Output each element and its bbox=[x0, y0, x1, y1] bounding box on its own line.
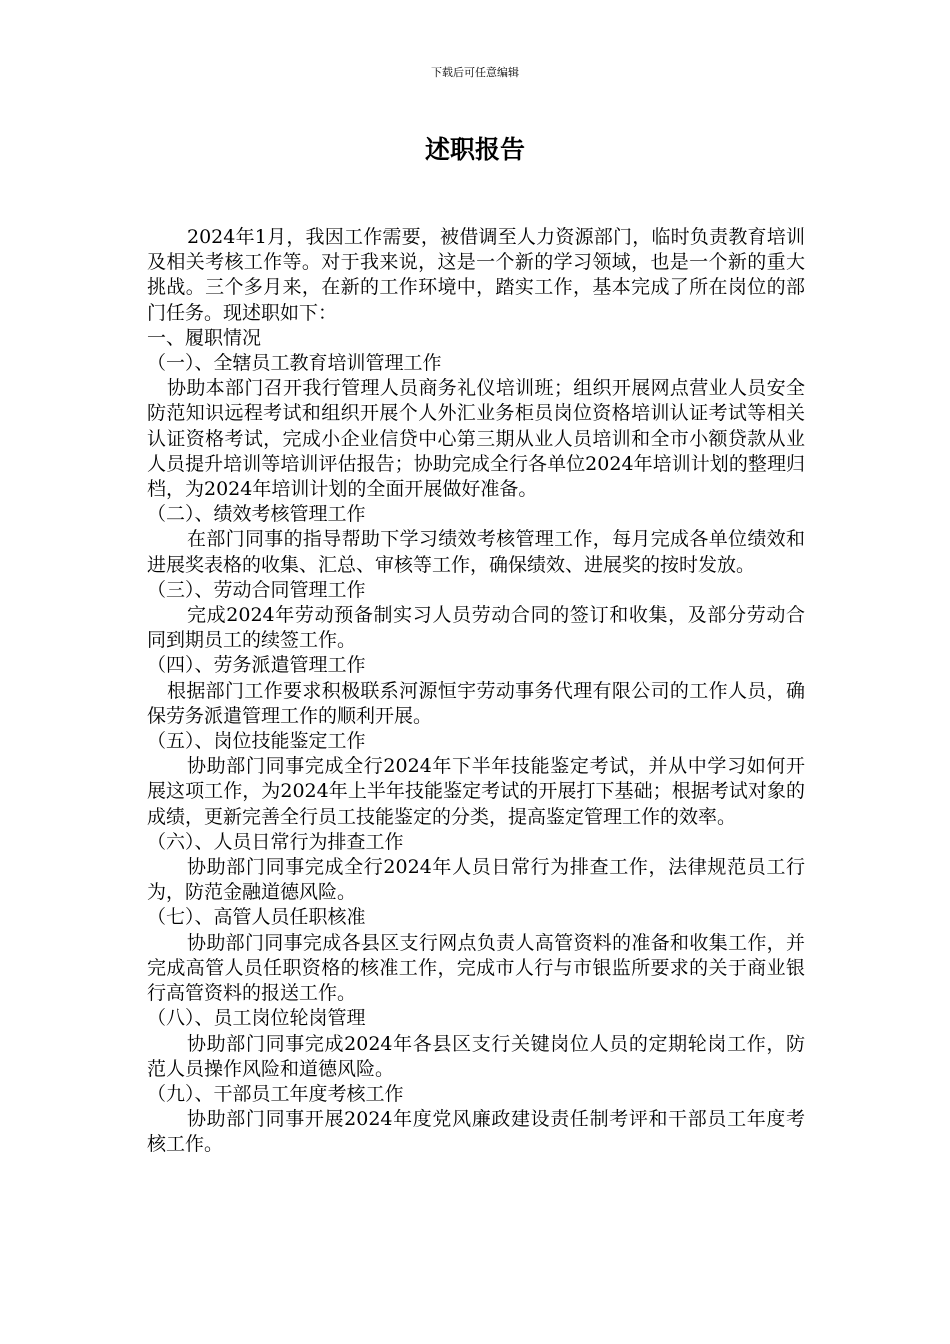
body-paragraph: 完成2024年劳动预备制实习人员劳动合同的签订和收集，及部分劳动合同到期员工的续签工作。 bbox=[147, 604, 805, 652]
body-paragraph: 协助部门同事完成全行2024年人员日常行为排查工作，法律规范员工行为，防范金融道德风险。 bbox=[147, 856, 805, 904]
body-paragraph: 协助部门同事完成全行2024年下半年技能鉴定考试，并从中学习如何开展这项工作，为2024年上半年技能鉴定考试的开展打下基础；根据考试对象的成绩，更新完善全行员工技能鉴定的分类，提高鉴定管理工作的效率。 bbox=[147, 755, 805, 828]
subsection-heading: （一）、全辖员工教育培训管理工作 bbox=[147, 352, 442, 375]
subsection-heading: （八）、员工岗位轮岗管理 bbox=[147, 1007, 366, 1030]
subsection-heading: （三）、劳动合同管理工作 bbox=[147, 578, 366, 601]
body-paragraph: 协助部门同事完成各县区支行网点负责人高管资料的准备和收集工作，并完成高管人员任职资格的核准工作，完成市人行与市银监所要求的关于商业银行高管资料的报送工作。 bbox=[147, 931, 805, 1005]
subsection-heading: （四）、劳务派遣管理工作 bbox=[147, 654, 366, 677]
subsection-heading: （六）、人员日常行为排查工作 bbox=[147, 830, 404, 853]
subsection-heading: （五）、岗位技能鉴定工作 bbox=[147, 730, 366, 753]
subsection-heading: （二）、绩效考核管理工作 bbox=[147, 503, 366, 526]
subsection-heading: （九）、干部员工年度考核工作 bbox=[147, 1082, 404, 1105]
body-paragraph: 协助部门同事开展2024年度党风廉政建设责任制考评和干部员工年度考核工作。 bbox=[147, 1108, 805, 1156]
document-body bbox=[147, 225, 805, 1158]
subsection-heading: （七）、高管人员任职核准 bbox=[147, 906, 366, 929]
body-paragraph: 在部门同事的指导帮助下学习绩效考核管理工作，每月完成各单位绩效和进展奖表格的收集、汇总、审核等工作，确保绩效、进展奖的按时发放。 bbox=[147, 528, 805, 576]
header-note: 下载后可任意编辑 bbox=[431, 66, 519, 79]
intro-paragraph: 2024年1月，我因工作需要，被借调至人力资源部门，临时负责教育培训及相关考核工作等。对于我来说，这是一个新的学习领域，也是一个新的重大挑战。三个多月来，在新的工作环境中，踏实工作，基本完成了所在岗位的部门任务。现述职如下： bbox=[147, 226, 805, 324]
section-heading: 一、履职情况 bbox=[147, 326, 262, 349]
page-title: 述职报告 bbox=[424, 135, 525, 164]
body-paragraph: 协助部门同事完成2024年各县区支行关键岗位人员的定期轮岗工作，防范人员操作风险和道德风险。 bbox=[147, 1032, 805, 1080]
body-paragraph: 协助本部门召开我行管理人员商务礼仪培训班；组织开展网点营业人员安全防范知识远程考试和组织开展个人外汇业务柜员岗位资格培训认证考试等相关认证资格考试，完成小企业信贷中心第三期从业人员培训和全市小额贷款从业人员提升培训等培训评估报告；协助完成全行各单位2024年培训计划的整理归档，为2024年培训计划的全面开展做好准备。 bbox=[147, 377, 805, 501]
body-paragraph: 根据部门工作要求积极联系河源恒宇劳动事务代理有限公司的工作人员，确保劳务派遣管理工作的顺利开展。 bbox=[147, 679, 805, 727]
